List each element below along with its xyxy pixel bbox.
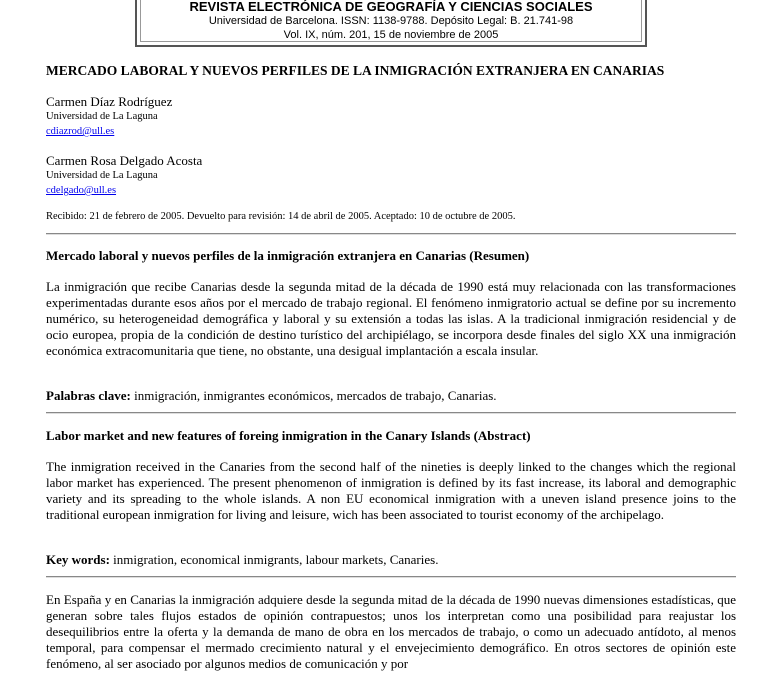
divider [46,412,736,414]
resumen-keywords [46,388,497,404]
body-paragraph: En España y en Canarias la inmigración adquiere desde la segunda mitad de la década de 1990 nuevas dimensiones estadísticas, que generan sobre tales flujos estados de opinión contrapuestos; unos los interpretan como una posibilidad para reajustar los desequilibrios entre la oferta y la demanda de mano de obra en los mercados de trabajo, o como un adecuado antídoto, al menos temporal, para compensar el mermado crecimiento natural y el envejecimiento demográfico. En otros sectores de opinión este fenómeno, al ser asociado por algunos medios de comunicación y por [46,592,736,671]
author-institution: Universidad de La Laguna [46,170,158,181]
author-email-link[interactable]: cdelgado@ull.es [46,185,117,196]
author-name: Carmen Díaz Rodríguez [46,94,173,109]
received-dates: Recibido: 21 de febrero de 2005. Devuelto para revisión: 14 de abril de 2005. Aceptado: 10 de octubre de 2005. [46,211,516,222]
author-name: Carmen Rosa Delgado Acosta [46,153,203,168]
resumen-text: La inmigración que recibe Canarias desde la segunda mitad de la década de 1990 está muy relacionada con las transformaciones experimentadas durante esos años por el mercado de trabajo regional. El fenómeno inmigratorio actual se define por su incremento numérico, su heterogeneidad demográfica y laboral y su extensión a todas las islas. A la tradicional inmigración residencial y de ocio europea, propia de la condición de destino turístico del archipiélago, se incorpora desde finales del siglo XX una inmigración económica extracomunitaria que tiene, no obstante, una desigual implantación a escala insular. [46,279,736,358]
keywords-label: Palabras clave: [46,388,131,403]
keywords-label: Key words: [46,552,110,567]
journal-publisher: Universidad de Barcelona. ISSN: 1138-9788. Depósito Legal: B. 21.741-98 [208,15,574,27]
author-institution: Universidad de La Laguna [46,111,158,122]
journal-volume: Vol. IX, núm. 201, 15 de noviembre de 2005 [283,29,499,41]
keywords-value: inmigration, economical inmigrants, labour markets, Canaries. [113,552,439,567]
journal-header-inner [140,0,642,42]
author-block-2 [46,153,202,198]
article-title: MERCADO LABORAL Y NUEVOS PERFILES DE LA INMIGRACIÓN EXTRANJERA EN CANARIAS [46,63,665,78]
abstract-text: The inmigration received in the Canaries from the second half of the nineties is deeply linked to the changes which the regional labor market has experienced. The present phenomenon of inmigration is defined by its fast increase, its laboral and demographic variety and its spreading to the whole islands. A non EU economical inmigration with a uneven island presence joins to the traditional european inmigration for living and leisure, wich has been associated to tourist economy of the archipelago. [46,459,736,522]
divider [46,576,736,578]
divider [46,233,736,235]
author-block-1 [46,94,172,139]
abstract-heading: Labor market and new features of foreing inmigration in the Canary Islands (Abstract) [46,428,531,443]
resumen-heading: Mercado laboral y nuevos perfiles de la inmigración extranjera en Canarias (Resumen) [46,248,530,263]
keywords-value: inmigración, inmigrantes económicos, mercados de trabajo, Canarias. [134,388,497,403]
journal-header [135,0,647,47]
journal-title: REVISTA ELECTRÓNICA DE GEOGRAFÍA Y CIENCIAS SOCIALES [189,0,593,14]
author-email-link[interactable]: cdiazrod@ull.es [46,126,115,137]
abstract-keywords [46,552,438,568]
